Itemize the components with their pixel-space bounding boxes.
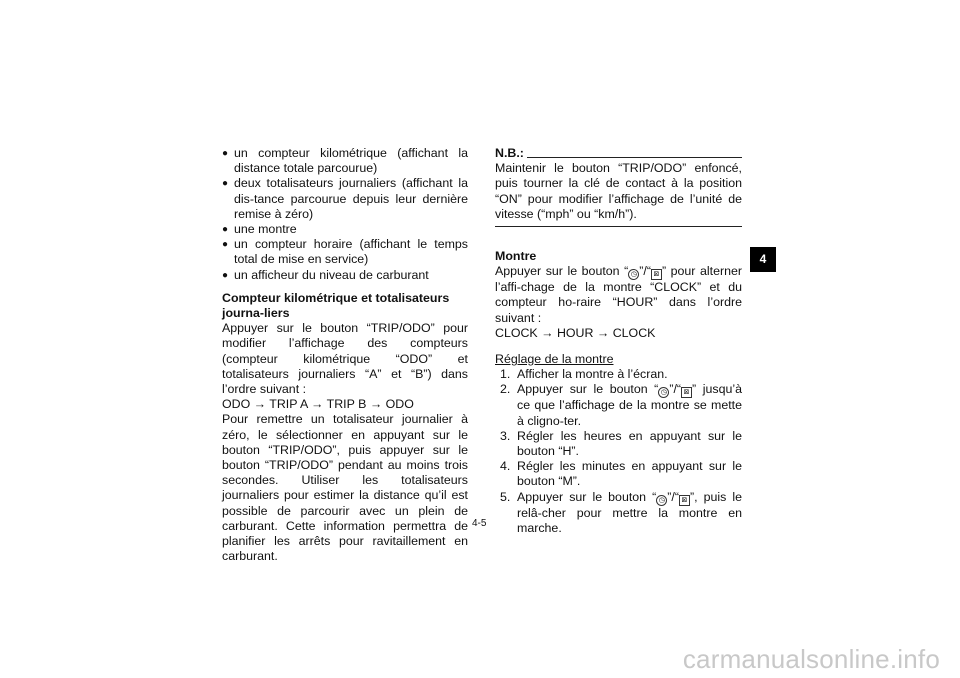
section-heading-clock: Montre: [495, 249, 537, 264]
reset-icon: ⊠: [681, 387, 692, 398]
chapter-tab: 4: [750, 247, 776, 272]
feature-list: [222, 146, 468, 283]
clock-setting-heading: Réglage de la montre: [495, 352, 614, 367]
bullet-icon: ●: [222, 148, 229, 159]
bullet-icon: ●: [222, 178, 229, 190]
clock-icon: ◷: [658, 387, 669, 398]
clock-icon: ◷: [656, 495, 667, 506]
right-column: [495, 146, 742, 536]
note-title: N.B.:: [495, 146, 742, 161]
list-item: ● un compteur horaire (affichant le temps total de mise en service): [222, 237, 468, 267]
bullet-icon: ●: [222, 269, 229, 281]
tripmeter-reset-paragraph: Pour remettre un totalisateur journalier à zéro, le sélectionner en appuyant sur le bouton “TRIP/ODO”, puis appuyer sur le bouton “TRIP/ODO” pendant au moins trois secondes. Utiliser les totalisateurs journaliers pour estimer la distance qu’il est possible de parcourir avec un plein de carburant. Cette information permettra de planifier les arrêts pour ravitaillement en carburant.: [222, 412, 468, 564]
clock-sequence: CLOCK → HOUR → CLOCK: [495, 325, 656, 340]
note-rule: [527, 157, 742, 158]
list-item: 2. Appuyer sur le bouton “ ◷ ”/“ ⊠ ” jusqu’à ce que l’affichage de la montre se mette à cligno-ter.: [500, 382, 742, 428]
odometer-sequence: ODO → TRIP A → TRIP B → ODO: [222, 397, 414, 412]
list-item: ● un afficheur du niveau de carburant: [222, 267, 429, 282]
bullet-icon: ●: [222, 224, 229, 236]
odometer-paragraph: Appuyer sur le bouton “TRIP/ODO” pour modifier l’affichage des compteurs (compteur kilométrique “ODO” et totalisateurs journaliers “A” et “B”) dans l’ordre suivant :: [222, 321, 468, 397]
watermark: carmanualsonline.info: [682, 644, 940, 674]
clock-setting-steps: [495, 367, 742, 536]
note-text: Maintenir le bouton “TRIP/ODO” enfoncé, puis tourner la clé de contact à la position “ON” pour modifier l’affichage de l’unité de vitesse (“mph” ou “km/h”).: [495, 161, 742, 221]
clock-paragraph: Appuyer sur le bouton “ ◷ ”/“ ⊠ ” pour alterner l’affi-chage de la montre “CLOCK” et du compteur ho-raire “HOUR” dans l’ordre suivant :: [495, 264, 742, 325]
list-item: ● une montre: [222, 222, 297, 237]
section-heading-odometer: Compteur kilométrique et totalisateurs journa-liers: [222, 290, 450, 321]
list-item: 4. Régler les minutes en appuyant sur le bouton “M”.: [500, 459, 742, 489]
list-item: 3. Régler les heures en appuyant sur le bouton “H”.: [500, 428, 742, 459]
clock-icon: ◷: [628, 269, 639, 280]
list-item: ● deux totalisateurs journaliers (affichant la dis-tance parcourue depuis leur dernière remise à zéro): [222, 176, 468, 221]
bullet-icon: ●: [222, 239, 229, 251]
page-number: 4-5: [472, 518, 487, 529]
reset-icon: ⊠: [651, 269, 662, 280]
left-column: [222, 146, 468, 564]
reset-icon: ⊠: [679, 495, 690, 506]
list-item: 5. Appuyer sur le bouton “ ◷ ”/“ ⊠ ”, puis le relâ-cher pour mettre la montre en marche.: [500, 489, 742, 535]
list-item: 1. Afficher la montre à l’écran.: [500, 367, 668, 382]
list-item: ● un compteur kilométrique (affichant la distance totale parcourue): [222, 146, 468, 176]
